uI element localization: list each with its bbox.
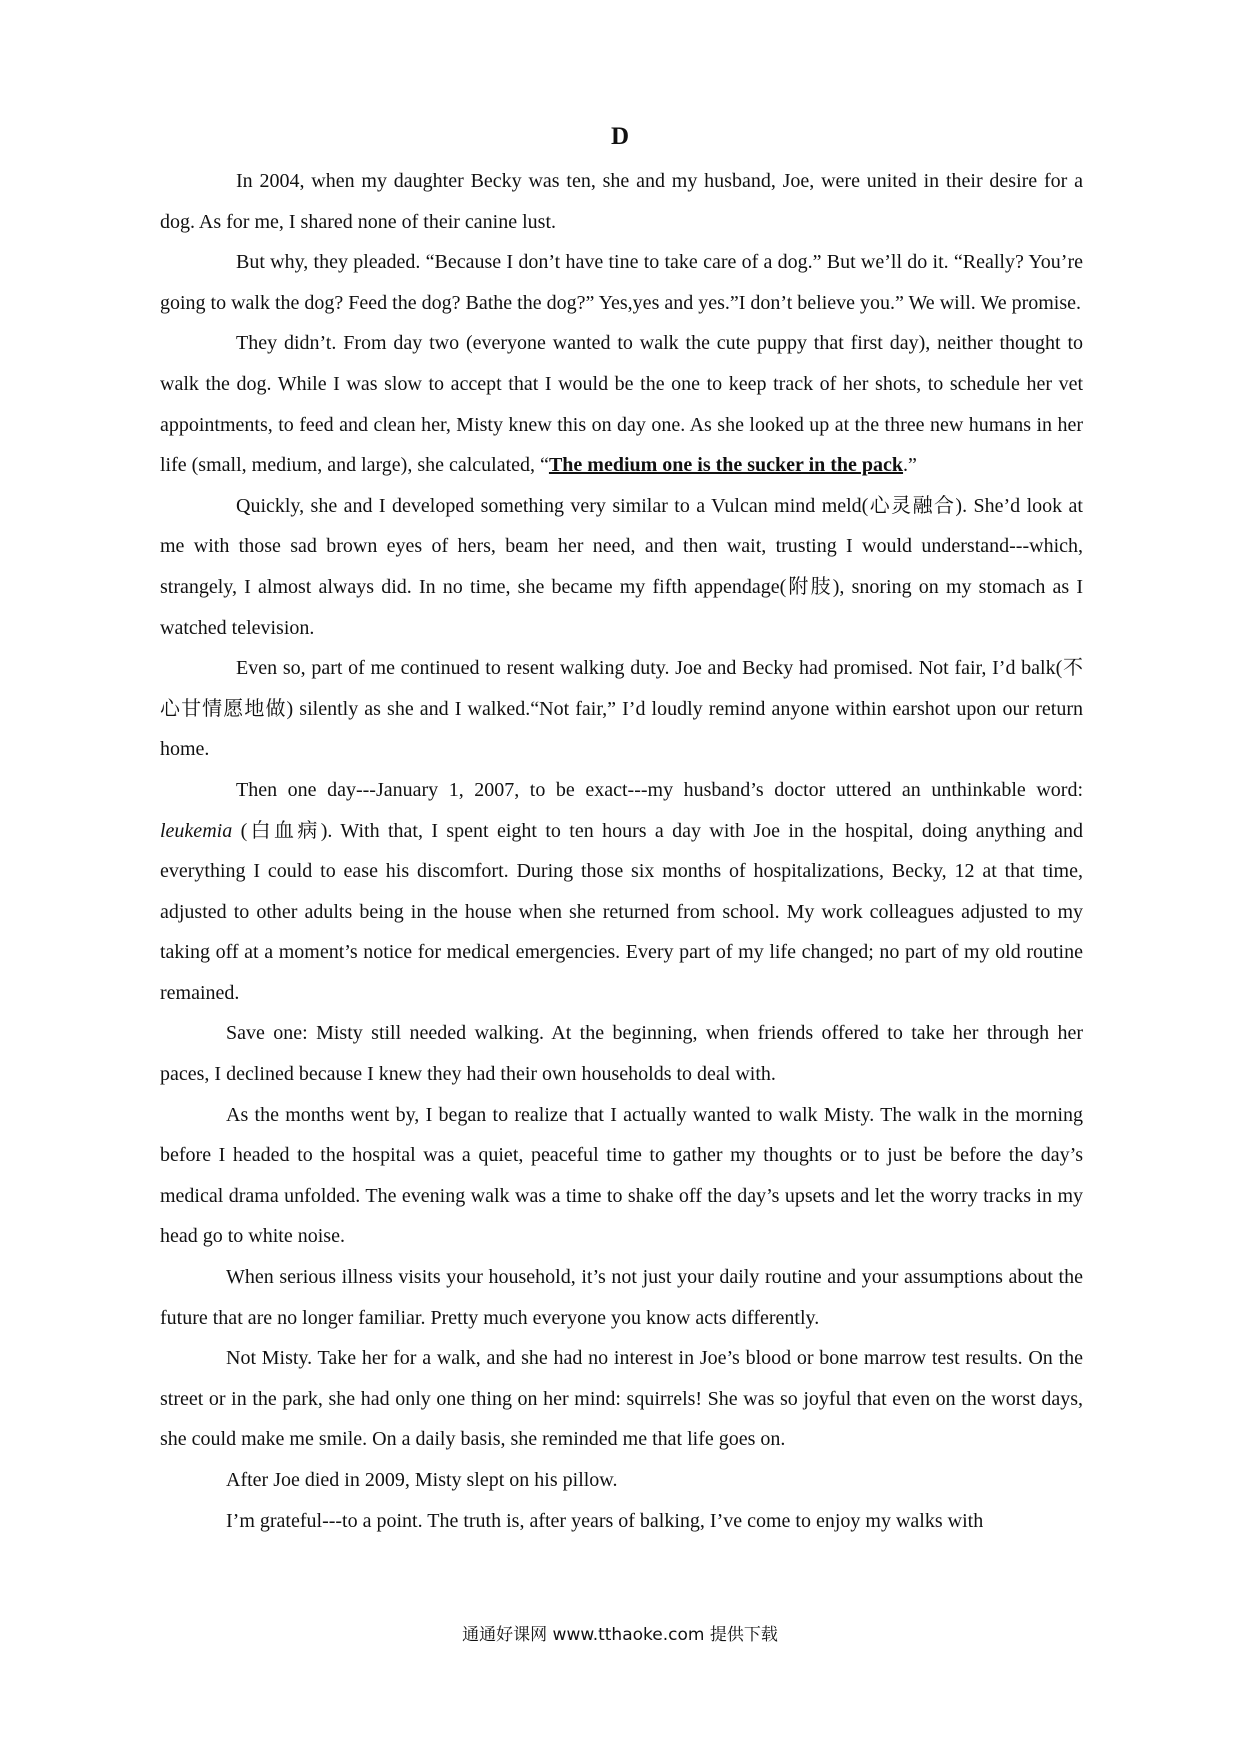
paragraph-6-end: (白血病). With that, I spent eight to ten hours a day with Joe in the hospital, doing anything and everything I could to ease his discomfort. During those six months of hospitalizations, Becky, 12 at that time, adjusted to other adults being in the house when she returned from school. My work colleagues adjusted to my taking off at a moment’s notice for medical emergencies. Every part of my life changed; no part of my old routine remained. — [160, 819, 1083, 1004]
emphasized-phrase: The medium one is the sucker in the pack — [548, 454, 904, 477]
paragraph-3 — [160, 323, 1083, 485]
paragraph-3-end: .” — [903, 454, 917, 477]
paragraph-12: I’m grateful---to a point. The truth is, after years of balking, I’ve come to enjoy my walks with — [226, 1509, 984, 1532]
paragraph-1: In 2004, when my daughter Becky was ten, she and my husband, Joe, were united in their desire for a dog. As for me, I shared none of their canine lust. — [160, 170, 1083, 233]
paragraph-5: Even so, part of me continued to resent walking duty. Joe and Becky had promised. Not fair, I’d balk(不心甘情愿地做) silently as she and I walked.“Not fair,” I’d loudly remind anyone within earshot upon our return home. — [160, 657, 1083, 761]
paragraph-4: Quickly, she and I developed something very similar to a Vulcan mind meld(心灵融合). She’d look at me with those sad brown eyes of hers, beam her need, and then wait, trusting I would understand---which, strangely, I almost always did. In no time, she became my fifth appendage(附肢), snoring on my stomach as I watched television. — [160, 494, 1083, 639]
passage-body — [160, 161, 1083, 1541]
page-footer: 通通好课网 www.tthaoke.com 提供下载 — [462, 1625, 778, 1645]
section-heading: D — [610, 123, 630, 150]
paragraph-3-text: They didn’t. From day two (everyone wanted to walk the cute puppy that first day), neither thought to walk the dog. While I was slow to accept that I would be the one to keep track of her shots, to schedule her vet appointments, to feed and clean her, Misty knew this on day one. As she looked up at the three new humans in her life (small, medium, and large), she calculated, “ — [160, 332, 1083, 477]
paragraph-8: As the months went by, I began to realize that I actually wanted to walk Misty. The walk in the morning before I headed to the hospital was a quiet, peaceful time to gather my thoughts or to just be before the day’s medical drama unfolded. The evening walk was a time to shake off the day’s upsets and let the worry tracks in my head go to white noise. — [160, 1103, 1083, 1248]
paragraph-9: When serious illness visits your household, it’s not just your daily routine and your assumptions about the future that are no longer familiar. Pretty much everyone you know acts differently. — [160, 1266, 1083, 1329]
paragraph-11: After Joe died in 2009, Misty slept on his pillow. — [226, 1469, 618, 1491]
paragraph-7: Save one: Misty still needed walking. At the beginning, when friends offered to take her through her paces, I declined because I knew they had their own households to deal with. — [160, 1022, 1083, 1086]
paragraph-6 — [160, 770, 1083, 1014]
paragraph-6-text: Then one day---January 1, 2007, to be exact---my husband’s doctor uttered an unthinkable word: — [236, 778, 1083, 801]
italic-term: leukemia — [160, 819, 233, 842]
paragraph-10: Not Misty. Take her for a walk, and she had no interest in Joe’s blood or bone marrow test results. On the street or in the park, she had only one thing on her mind: squirrels! She was so joyful that even on the worst days, she could make me smile. On a daily basis, she reminded me that life goes on. — [160, 1347, 1083, 1451]
paragraph-2: But why, they pleaded. “Because I don’t have tine to take care of a dog.” But we’ll do it. “Really? You’re going to walk the dog? Feed the dog? Bathe the dog?” Yes,yes and yes.”I don’t believe you.” We will. We promise. — [160, 251, 1083, 314]
